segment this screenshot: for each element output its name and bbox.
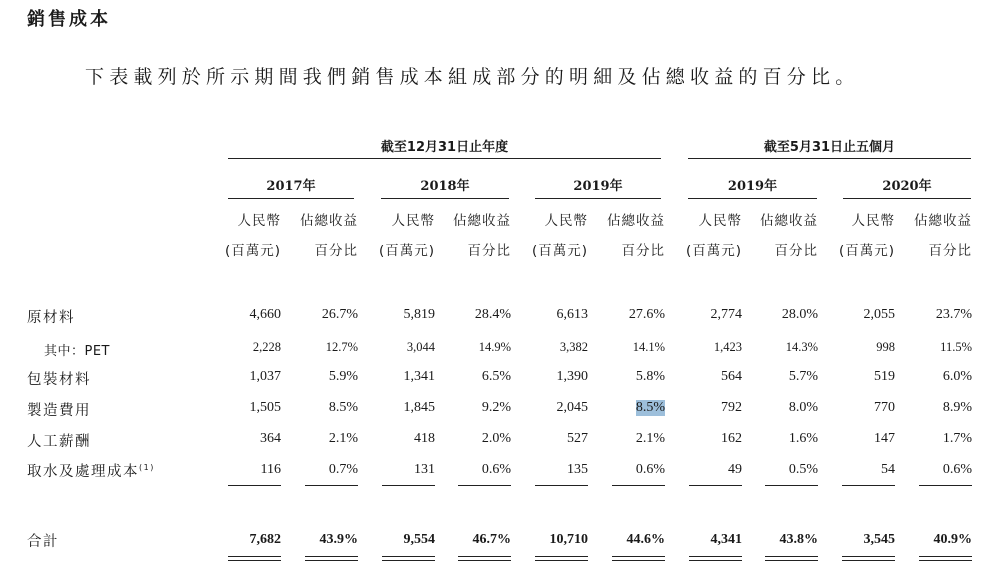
table-cell: 5.7% <box>788 369 818 384</box>
col-rmb-2019fy-l1: 人民幣 <box>544 213 588 229</box>
col-pct-2018-l2: 百分比 <box>467 243 511 259</box>
table-cell: 2,774 <box>710 307 742 322</box>
table-cell: 1,505 <box>249 400 281 415</box>
table-cell: 54 <box>881 462 895 477</box>
table-cell: 5.9% <box>328 369 358 384</box>
col-pct-2017-l2: 百分比 <box>314 243 358 259</box>
table-cell: 770 <box>874 400 895 415</box>
table-cell: 12.7% <box>325 340 358 354</box>
table-cell: 10,710 <box>549 532 588 547</box>
table-cell: 14.3% <box>785 340 818 354</box>
table-cell: 8.5% <box>328 400 358 415</box>
table-cell: 4,660 <box>249 307 281 322</box>
table-cell: 131 <box>414 462 435 477</box>
table-cell: 418 <box>414 431 435 446</box>
highlighted-cell: 8.5% <box>635 400 665 415</box>
table-cell: 4,341 <box>710 532 742 547</box>
table-cell: 8.0% <box>788 400 818 415</box>
table-cell: 0.6% <box>481 462 511 477</box>
group-rule-fiscal-year <box>228 158 661 159</box>
table-cell: 1,390 <box>556 369 588 384</box>
table-cell: 2.0% <box>481 431 511 446</box>
table-cell: 792 <box>721 400 742 415</box>
table-cell: 1.7% <box>942 431 972 446</box>
table-cell: 0.7% <box>328 462 358 477</box>
table-cell: 2,228 <box>252 340 281 354</box>
table-cell: 6.0% <box>942 369 972 384</box>
year-rule-2017 <box>228 198 354 199</box>
col-rmb-2020-5m-l1: 人民幣 <box>851 213 895 229</box>
table-cell: 7,682 <box>249 532 281 547</box>
col-pct-2019fy-l1: 佔總收益 <box>607 213 665 229</box>
col-pct-2017-l1: 佔總收益 <box>300 213 358 229</box>
table-cell: 1,423 <box>713 340 742 354</box>
row-label: 合計 <box>27 534 59 550</box>
col-rmb-2018-l1: 人民幣 <box>391 213 435 229</box>
year-rule-2019-fy <box>535 198 661 199</box>
year-header-2017: 2017年 <box>266 179 316 194</box>
table-cell: 116 <box>260 462 281 477</box>
table-cell: 49 <box>728 462 742 477</box>
rule <box>305 485 358 486</box>
rule <box>228 485 281 486</box>
row-label <box>27 460 155 481</box>
table-cell: 9.2% <box>481 400 511 415</box>
table-cell: 1,341 <box>403 369 435 384</box>
table-cell: 1,845 <box>403 400 435 415</box>
rule <box>919 485 972 486</box>
table-cell: 8.9% <box>942 400 972 415</box>
table-cell: 519 <box>874 369 895 384</box>
table-cell: 27.6% <box>628 307 665 322</box>
col-pct-2019fy-l2: 百分比 <box>621 243 665 259</box>
table-cell: 28.0% <box>781 307 818 322</box>
table-cell: 2.1% <box>328 431 358 446</box>
col-rmb-2019-5m-l1: 人民幣 <box>698 213 742 229</box>
table-cell: 364 <box>260 431 281 446</box>
col-pct-2019-5m-l1: 佔總收益 <box>760 213 818 229</box>
rule <box>535 485 588 486</box>
rule <box>612 485 665 486</box>
year-header-2020-5m: 2020年 <box>882 179 932 194</box>
year-rule-2019-5m <box>688 198 817 199</box>
table-cell: 43.9% <box>319 532 358 547</box>
table-cell: 0.6% <box>635 462 665 477</box>
table-cell: 43.8% <box>779 532 818 547</box>
section-title: 銷售成本 <box>27 9 111 30</box>
table-cell: 28.4% <box>474 307 511 322</box>
col-pct-2019-5m-l2: 百分比 <box>774 243 818 259</box>
table-cell: 26.7% <box>321 307 358 322</box>
row-label: 人工薪酬 <box>27 434 91 450</box>
col-rmb-2017-l2: (百萬元) <box>224 243 281 259</box>
table-cell: 0.5% <box>788 462 818 477</box>
table-cell: 23.7% <box>935 307 972 322</box>
row-label-text: 取水及處理成本 <box>27 464 139 480</box>
row-label: 原材料 <box>27 310 75 326</box>
rule <box>842 485 895 486</box>
table-cell: 162 <box>721 431 742 446</box>
table-cell: 9,554 <box>403 532 435 547</box>
table-cell: 2,055 <box>863 307 895 322</box>
table-cell: 135 <box>567 462 588 477</box>
row-label: 製造費用 <box>27 403 91 419</box>
group-rule-five-months <box>688 158 971 159</box>
table-cell: 147 <box>874 431 895 446</box>
col-rmb-2019-5m-l2: (百萬元) <box>685 243 742 259</box>
table-cell: 1,037 <box>249 369 281 384</box>
table-cell: 5.8% <box>635 369 665 384</box>
col-pct-2020-5m-l1: 佔總收益 <box>914 213 972 229</box>
table-cell: 3,545 <box>863 532 895 547</box>
intro-text: 下表載列於所示期間我們銷售成本組成部分的明細及佔總收益的百分比。 <box>85 66 860 88</box>
table-cell: 1.6% <box>788 431 818 446</box>
col-rmb-2018-l2: (百萬元) <box>378 243 435 259</box>
table-cell: 11.5% <box>940 340 972 354</box>
group-header-five-months: 截至5月31日止五個月 <box>763 140 896 155</box>
table-cell: 6,613 <box>556 307 588 322</box>
table-cell: 2,045 <box>556 400 588 415</box>
col-rmb-2017-l1: 人民幣 <box>237 213 281 229</box>
table-cell: 998 <box>876 340 895 354</box>
row-label: 其中：PET <box>44 344 110 359</box>
year-header-2019-5m: 2019年 <box>727 179 778 194</box>
rule <box>765 485 818 486</box>
table-cell: 3,044 <box>406 340 435 354</box>
year-rule-2020-5m <box>843 198 971 199</box>
year-rule-2018 <box>381 198 509 199</box>
table-cell: 5,819 <box>403 307 435 322</box>
year-header-2018: 2018年 <box>420 179 470 194</box>
row-label: 包裝材料 <box>27 372 91 388</box>
table-cell: 14.9% <box>478 340 511 354</box>
rule <box>458 485 511 486</box>
table-cell: 44.6% <box>626 532 665 547</box>
table-cell: 0.6% <box>942 462 972 477</box>
rule <box>382 485 435 486</box>
col-pct-2020-5m-l2: 百分比 <box>928 243 972 259</box>
table-cell: 527 <box>567 431 588 446</box>
col-rmb-2020-5m-l2: (百萬元) <box>838 243 895 259</box>
group-header-fiscal-year: 截至12月31日止年度 <box>380 140 509 155</box>
footnote-marker: (1) <box>139 463 155 473</box>
table-cell: 14.1% <box>632 340 665 354</box>
year-header-2019-fy: 2019年 <box>573 179 623 194</box>
table-cell: 46.7% <box>472 532 511 547</box>
col-pct-2018-l1: 佔總收益 <box>453 213 511 229</box>
rule <box>689 485 742 486</box>
table-cell: 40.9% <box>933 532 972 547</box>
table-cell: 3,382 <box>559 340 588 354</box>
table-cell: 6.5% <box>481 369 511 384</box>
col-rmb-2019fy-l2: (百萬元) <box>531 243 588 259</box>
table-cell: 2.1% <box>635 431 665 446</box>
table-cell: 564 <box>721 369 742 384</box>
